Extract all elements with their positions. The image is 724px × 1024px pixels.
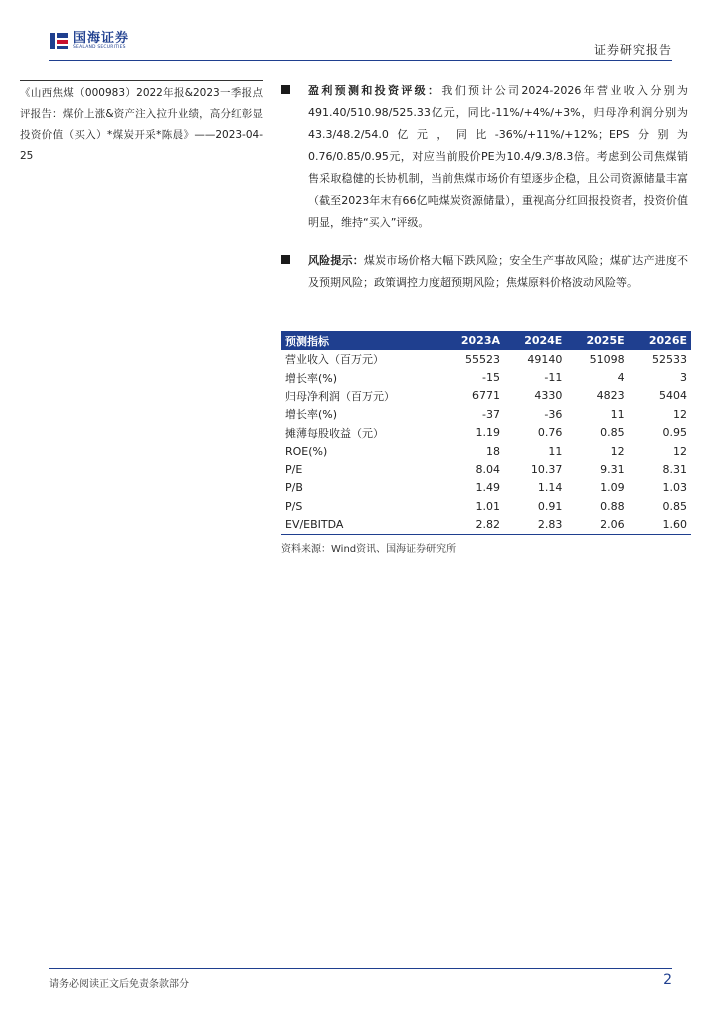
- forecast-table: [281, 331, 691, 535]
- risk-text: 煤炭市场价格大幅下跌风险；安全生产事故风险；煤矿达产进度不及预期风险；政策调控力度超预期风险；焦煤原料价格波动风险等。: [308, 254, 689, 289]
- table-cell: 52533: [652, 352, 687, 366]
- table-source-note: 资料来源：Wind资讯、国海证券研究所: [281, 543, 457, 555]
- header-divider: [49, 60, 672, 61]
- table-cell: 12: [673, 407, 687, 421]
- table-row: [281, 516, 691, 535]
- report-type-label: 证券研究报告: [593, 43, 672, 57]
- table-cell: 2.82: [440, 516, 504, 535]
- table-cell: -11: [544, 371, 563, 385]
- table-cell: 11: [548, 444, 563, 458]
- table-cell: 11: [610, 407, 625, 421]
- row-label: 营业收入（百万元）: [285, 353, 384, 367]
- table-cell: 10.37: [530, 463, 563, 477]
- logo-name-cn: 国海证券: [73, 30, 130, 46]
- table-cell: 1.01: [475, 499, 501, 513]
- table-row: [281, 368, 691, 386]
- table-cell: 12: [673, 444, 687, 458]
- table-header-row: [281, 331, 691, 350]
- table-cell: 0.85: [600, 426, 625, 440]
- row-label: 摊薄每股收益（元）: [285, 426, 384, 440]
- table-row: [281, 424, 691, 442]
- row-label: 增长率(%): [285, 371, 338, 385]
- main-content: [281, 80, 688, 310]
- header-cell: 2026E: [629, 331, 691, 350]
- header-cell: 2025E: [566, 331, 628, 350]
- table-cell: 2.06: [566, 516, 628, 535]
- table-row: [281, 350, 691, 368]
- table-cell: 0.91: [537, 499, 563, 513]
- table-row: [281, 405, 691, 423]
- table-row: [281, 460, 691, 478]
- row-label: P/B: [285, 481, 303, 495]
- table-cell: 1.03: [662, 481, 687, 495]
- table-cell: 0.76: [537, 426, 563, 440]
- rating-text: 我们预计公司2024-2026年营业收入分别为491.40/510.98/525.33亿元，同比-11%/+4%/+3%，归母净利润分别为43.3/48.2/54.0亿元，同比-36%/+11%/+12%；EPS分别为0.76/0.85/0.95元，对应当前股价PE为10.4/9.3/8.3倍。考虑到公司焦煤销售采取稳健的长协机制，当前焦煤市场价有望逐步企稳，且公司资源储量丰富（截至2023年末有66亿吨煤炭资源储量），重视高分红回报投资者，投资价值明显，维持“买入”评级。: [308, 84, 689, 229]
- table-row: [281, 387, 691, 405]
- sidebar-divider: [20, 80, 263, 81]
- square-bullet-icon: [281, 85, 290, 94]
- table-cell: 4823: [596, 389, 625, 403]
- table-cell: 55523: [465, 352, 501, 366]
- sealand-logo-icon: [49, 31, 69, 51]
- sidebar-related-reports: [20, 80, 263, 167]
- table-cell: 49140: [527, 352, 563, 366]
- disclaimer-note: 请务必阅读正文后免责条款部分: [49, 979, 189, 990]
- table-cell: 1.60: [629, 516, 691, 535]
- header-cell: 2023A: [440, 331, 504, 350]
- table-cell: 5404: [659, 389, 687, 403]
- company-logo: [49, 30, 129, 52]
- footer-divider: [49, 968, 672, 969]
- table-cell: 18: [486, 444, 501, 458]
- table-cell: 0.95: [662, 426, 687, 440]
- row-label: ROE(%): [285, 444, 328, 458]
- table-cell: -37: [482, 407, 501, 421]
- forecast-table-container: [281, 331, 691, 555]
- table-cell: -36: [544, 407, 563, 421]
- row-label: P/S: [285, 499, 303, 513]
- table-cell: 0.88: [600, 499, 625, 513]
- table-cell: 12: [610, 444, 625, 458]
- table-cell: 9.31: [600, 463, 625, 477]
- logo-name-en: SEALAND SECURITIES: [73, 44, 126, 50]
- table-cell: 1.19: [475, 426, 501, 440]
- table-cell: 0.85: [662, 499, 687, 513]
- table-cell: 3: [680, 371, 687, 385]
- table-cell: -15: [482, 371, 501, 385]
- table-cell: 6771: [472, 389, 501, 403]
- table-row: [281, 497, 691, 515]
- row-label: P/E: [285, 463, 303, 477]
- row-label: 增长率(%): [285, 408, 338, 422]
- table-cell: 51098: [589, 352, 625, 366]
- table-cell: 1.14: [537, 481, 563, 495]
- header-cell: 2024E: [504, 331, 566, 350]
- table-row: [281, 442, 691, 460]
- row-label: EV/EBITDA: [281, 516, 440, 535]
- table-cell: 8.31: [662, 463, 687, 477]
- risk-bullet: [281, 250, 688, 294]
- table-cell: 4330: [534, 389, 563, 403]
- row-label: 归母净利润（百万元）: [285, 389, 395, 403]
- related-report-link[interactable]: 《山西焦煤（000983）2022年报&2023一季报点评报告：煤价上涨&资产注入拉升业绩，高分红彰显投资价值（买入）*煤炭开采*陈晨》——2023-04-25: [20, 87, 263, 162]
- table-cell: 4: [617, 371, 625, 385]
- table-cell: 1.49: [475, 481, 501, 495]
- square-bullet-icon: [281, 255, 290, 264]
- table-cell: 1.09: [600, 481, 625, 495]
- header-cell: 预测指标: [281, 331, 440, 350]
- rating-title: 盈利预测和投资评级：: [308, 84, 442, 97]
- risk-title: 风险提示：: [308, 254, 364, 267]
- page-number: 2: [663, 972, 672, 988]
- table-row: [281, 479, 691, 497]
- table-cell: 2.83: [504, 516, 566, 535]
- table-cell: 8.04: [475, 463, 501, 477]
- rating-bullet: [281, 80, 688, 234]
